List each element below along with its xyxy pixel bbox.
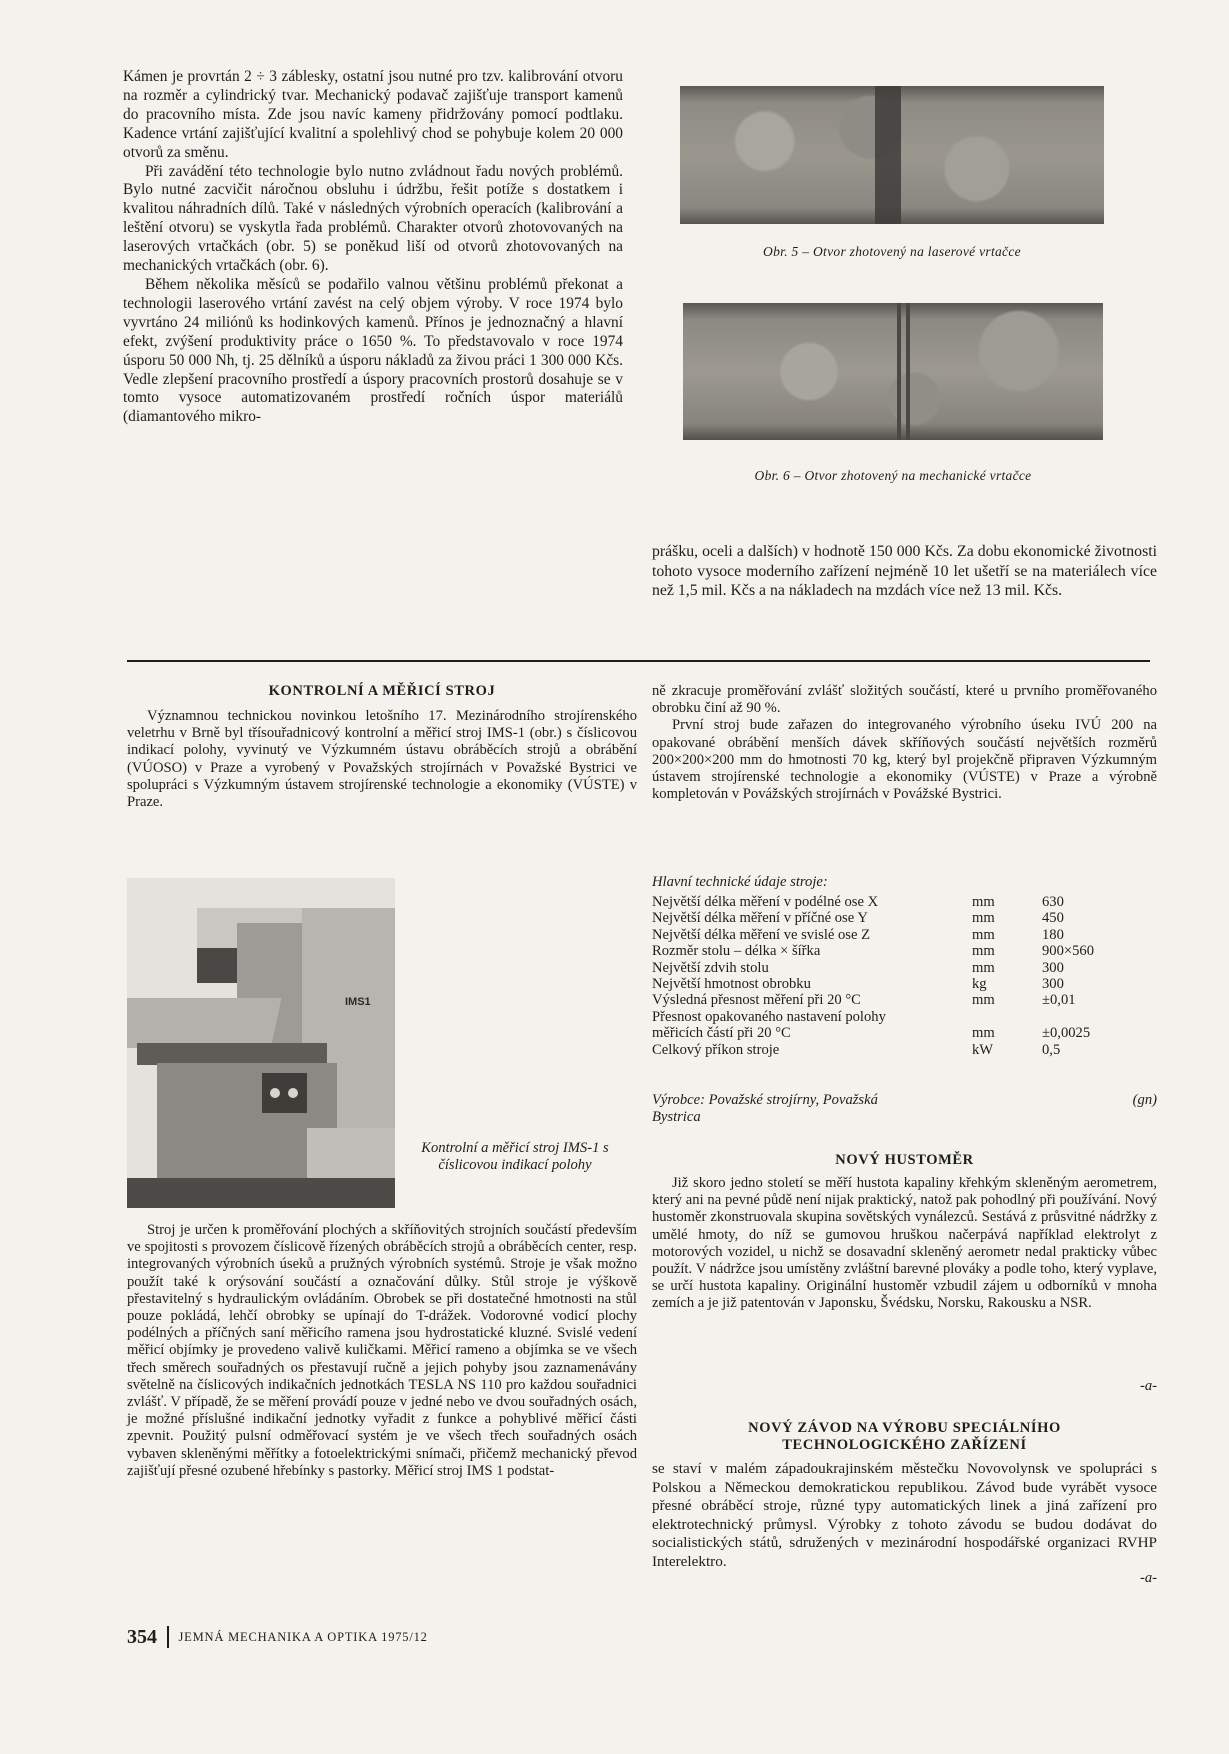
kontrolni-intro [127, 708, 637, 811]
hole-mark [906, 303, 910, 440]
spec-row [652, 1042, 1157, 1058]
spec-label: Celkový příkon stroje [652, 1041, 780, 1058]
page-number: 354 [127, 1625, 157, 1648]
footer-divider [167, 1626, 169, 1648]
spec-label: Největší hmotnost obrobku [652, 976, 811, 993]
section-heading: KONTROLNÍ A MĚŘICÍ STROJ [268, 683, 496, 699]
spec-row [652, 960, 1157, 976]
spec-unit: kW [972, 1041, 994, 1058]
fig6-caption: Obr. 6 – Otvor zhotovený na mechanické vrtačce [754, 468, 1032, 483]
paragraph: prášku, oceli a dalších) v hodnotě 150 000 Kčs. Za dobu ekonomické životnosti tohoto vysoce moderního zařízení nejméně 10 let ušetří se na materiálech více než 1,5 mil. Kčs a na nákladech na mzdách více než 13 mil. Kčs. [652, 543, 1157, 600]
paragraph: První stroj bude zařazen do integrovaného výrobního úseku IVÚ 200 na opakované obrábění menších dávek skříňových součástí největších rozměrů 200×200×200 mm do hmotnosti 70 kg, který byl projekčně připraven Výzkumným ústavem strojírenské technologie a ekonomiky (VÚSTE) v Praze a výrobně kompletován v Povážských strojírnách v Povážské Bystrici. [652, 717, 1157, 803]
spec-unit: mm [972, 894, 995, 910]
spec-unit [972, 1009, 1042, 1025]
spec-unit: mm [972, 943, 995, 960]
ims1-photo-caption: Kontrolní a měřicí stroj IMS-1 s číslicovou indikací polohy [421, 1140, 609, 1174]
spec-value: 300 [1042, 959, 1064, 976]
spec-label: Největší délka měření v příčné ose Y [652, 910, 868, 927]
top-right-column [652, 542, 1157, 601]
spec-unit: kg [972, 976, 987, 993]
spec-value: 300 [1042, 976, 1064, 993]
journal-name: JEMNÁ MECHANIKA A OPTIKA 1975/12 [178, 1629, 428, 1644]
spec-row [652, 910, 1157, 926]
fig6-mechanical-hole-photo [683, 303, 1103, 440]
spec-row [652, 894, 1157, 910]
machine-label: IMS1 [345, 996, 371, 1008]
spec-row [652, 943, 1157, 959]
spec-row [652, 992, 1157, 1008]
section-heading [652, 1420, 1157, 1454]
heading-line: TECHNOLOGICKÉHO ZAŘÍZENÍ [782, 1437, 1027, 1453]
top-left-column [123, 68, 623, 427]
spec-row [652, 1009, 1157, 1025]
spec-unit: mm [972, 1025, 995, 1042]
kontrolni-body [127, 1222, 637, 1480]
paragraph: Stroj je určen k proměřování plochých a skříňovitých strojních součástí především ve spojitosti s provozem číslicově řízených obráběcích strojů a obráběcích center, resp. integrovaných výrobních úseků a pružných výrobních systémů. Stroje je však možno použít také k orýsování součástí a označování důlky. Stůl stroje je výškově přestavitelný s hydraulickým ovládáním. Obrobek se při dostatečné hmotnosti na stůl pouze pokládá, lehčí obrobky se upínají do T-drážek. Vodorovné vodicí plochy podélných a příčných saní měřicího ramena jsou hydrostatické kluzné. Svislé vedení měřicí objímky je provedeno valivě kuličkami. Měřicí rameno a objímka se ve všech třech směrech souřadných os přestavují ručně a jejich pohyby jsou zaznamenávány světelně na číslicových indikačních jednotkách TESLA NS 110 pro každou souřadnici zvlášť. V případě, že se měření provádí pouze v jedné nebo ve dvou souřadných osách, je možné příslušné indikační jednotky vyřadit z funkce a pohyblivé měřicí části zpevnit. Použitý pulsní odměřovací systém je ve všech třech souřadných osách vybaven skleněnými měřítky a fotoelektrickými snímači, přičemž mechanický převod zajišťují přesné ozubené hřebínky s pastorky. Měřicí stroj IMS 1 podstat- [127, 1222, 637, 1479]
spec-title: Hlavní technické údaje stroje: [652, 874, 828, 890]
paragraph: Již skoro jedno století se měří hustota kapaliny křehkým skleněným aerometrem, který ani na pevné půdě není nijak praktický, natož pak pohodlný při používání. Nový hustoměr zkonstruovala skupina sovětských vynálezců. Sestává z průsvitné nádržky z umělé hmoty, do níž se gumovou hruškou načerpává například elektrolyt z motorových vozidel, u nichž se dosavadní skleněný aerometr nedal prakticky vůbec použít. V nádržce jsou umístěny zvláštní barevné plováky a podle toho, který vyplave, se určí hustota kapaliny. Originální hustoměr vzbudil zájem u odborníků v mnoha zemích a je již patentován v Japonsku, Švédsku, Norsku, Rakousku a NSR. [652, 1175, 1157, 1312]
paragraph: se staví v malém západoukrajinském městečku Novovolynsk ve spolupráci s Polskou a Německou demokratickou republikou. Závod bude vyrábět vysoce přesné obráběcí stroje, různé typy automatických linek a jiná zařízení pro elektrotechnický průmysl. Výrobky z tohoto závodu se budou dodávat do socialistických států, sdružených v mezinárodní hospodářské organizaci RVHP Interelektro. [652, 1460, 1157, 1570]
spec-row [652, 1025, 1157, 1041]
spec-value: 180 [1042, 926, 1064, 943]
spec-label: Rozměr stolu – délka × šířka [652, 943, 821, 960]
spec-unit: mm [972, 926, 995, 943]
spec-label: Největší délka měření v podélné ose X [652, 894, 879, 910]
spec-row [652, 976, 1157, 992]
producer: Výrobce: Považské strojírny, Považská Bystrica [652, 1092, 878, 1126]
spec-value: 450 [1042, 910, 1064, 927]
hustomer-body [652, 1175, 1157, 1313]
machine-illustration [127, 878, 395, 1208]
signature: (gn) [1132, 1092, 1157, 1108]
section-heading: NOVÝ HUSTOMĚR [835, 1152, 974, 1168]
spec-value [1042, 1009, 1157, 1025]
hole-mark [875, 86, 901, 224]
spec-value: 0,5 [1042, 1041, 1061, 1058]
spec-value: ±0,0025 [1042, 1025, 1091, 1042]
ims1-machine-photo [127, 878, 395, 1208]
paragraph: Významnou technickou novinkou letošního 17. Mezinárodního strojírenského veletrhu v Brně byl třísouřadnicový kontrolní a měřicí stroj IMS-1 (obr.) s číslicovou indikací polohy, vyvinutý ve Výzkumném ústavu obráběcích strojů a obrábění (VÚOSO) v Praze a vyrobený v Považských strojírnách v Považské Bystrici ve spolupráci s Výzkumným ústavem strojírenské technologie a ekonomiky (VÚSTE) v Praze. [127, 708, 637, 811]
kontrolni-right-column [652, 683, 1157, 803]
hole-mark [897, 303, 901, 440]
heading-line: NOVÝ ZÁVOD NA VÝROBU SPECIÁLNÍHO [748, 1420, 1061, 1436]
spec-label: Přesnost opakovaného nastavení polohy [652, 1008, 886, 1025]
page-footer [127, 1624, 428, 1650]
spec-label: měřicích částí při 20 °C [652, 1025, 791, 1042]
spec-value: 630 [1042, 894, 1064, 910]
signature: -a- [1139, 1378, 1157, 1394]
spec-table [652, 894, 1157, 1058]
spec-label: Největší délka měření ve svislé ose Z [652, 926, 871, 943]
spec-unit: mm [972, 959, 995, 976]
paragraph: Během několika měsíců se podařilo valnou většinu problémů překonat a technologii laserového vrtání zavést na celý objem výroby. V roce 1974 bylo vyvrtáno 24 miliónů ks hodinkových kamenů. Přínos je jednoznačný a hlavní efekt, zvýšení produktivity práce o 1650 %. To představovalo v roce 1974 úsporu 50 000 Nh, tj. 25 dělníků a úsporu nákladů za živou práci 1 300 000 Kčs. Vedle zlepšení pracovního prostředí a úspory pracovních prostorů dosahuje se v tomto vysoce automatizovaném prostředí ročních úspor materiálů (diamantového mikro- [123, 275, 623, 426]
signature: -a- [1139, 1570, 1157, 1586]
spec-row [652, 927, 1157, 943]
fig5-laser-hole-photo [680, 86, 1104, 224]
paragraph: Kámen je provrtán 2 ÷ 3 záblesky, ostatní jsou nutné pro tzv. kalibrování otvoru na rozměr a cylindrický tvar. Mechanický podavač zajišťuje transport kamenů do pracovního místa. Zde jsou navíc kameny přidržovány pomocí podtlaku. Kadence vrtání zajišťující kvalitní a spolehlivý chod se pohybuje kolem 20 000 otvorů za směnu. [123, 68, 623, 161]
spec-value: ±0,01 [1042, 992, 1076, 1009]
zavod-body [652, 1460, 1157, 1572]
spec-label: Výsledná přesnost měření při 20 °C [652, 992, 861, 1009]
paragraph: ně zkracuje proměřování zvlášť složitých součástí, které u prvního proměřovaného obrobku činí až 90 %. [652, 683, 1157, 717]
paragraph: Při zavádění této technologie bylo nutno zvládnout řadu nových problémů. Bylo nutné zacvičit náročnou obsluhu i údržbu, řešit potíže s dostatkem i kvalitou náhradních dílů. Také v následných výrobních operacích (kalibrování a leštění otvoru) se vyskytla řada problémů. Charakter otvorů zhotovovaných na laserových vrtačkách (obr. 5) se poněkud liší od otvorů zhotovovaných na mechanických vrtačkách (obr. 6). [123, 162, 623, 275]
spec-unit: mm [972, 992, 995, 1009]
fig5-caption: Obr. 5 – Otvor zhotovený na laserové vrtačce [763, 244, 1021, 259]
section-divider [127, 660, 1150, 662]
spec-value: 900×560 [1042, 943, 1095, 960]
spec-unit: mm [972, 910, 995, 927]
spec-label: Největší zdvih stolu [652, 959, 769, 976]
